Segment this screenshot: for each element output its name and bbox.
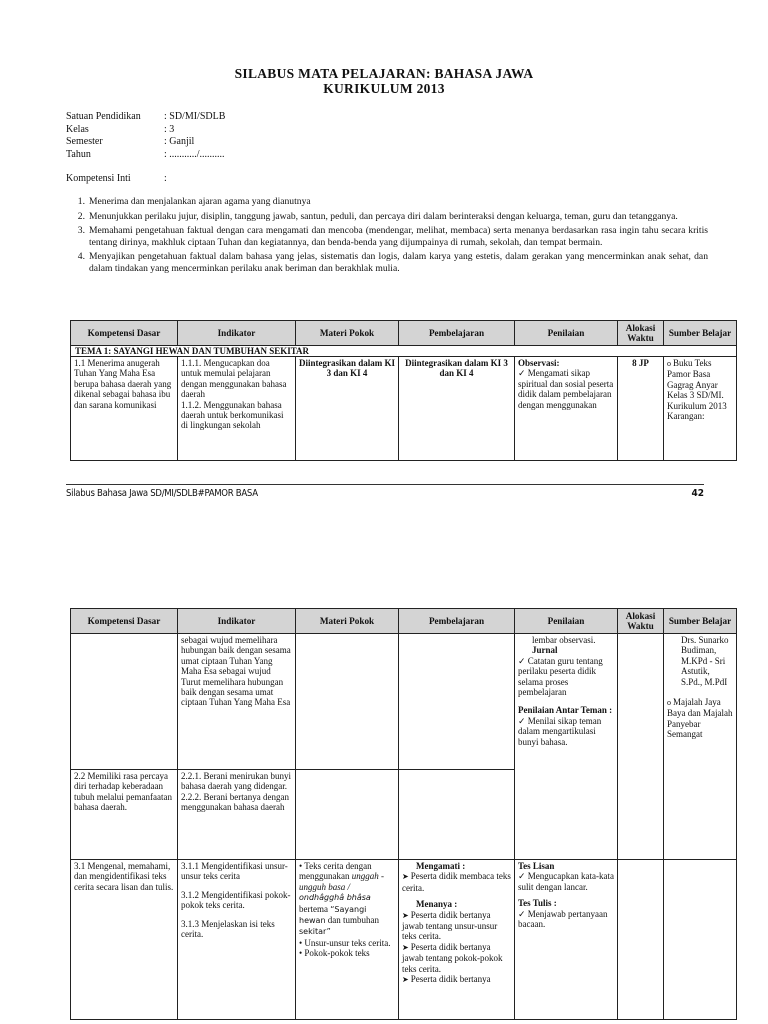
identity-row [66,124,225,137]
sumber-text: Drs. Sunarko Budiman, M.KPd - Sri Astutik, S.Pd., M.PdI [681,635,729,687]
penilaian-text: lembar observasi. [532,635,596,645]
indikator-item: 2.2.1. Berani menirukan bunyi bahasa daerah yang didengar. [181,771,291,792]
tes-lisan-heading: Tes Lisan [518,861,555,871]
tema-row [71,346,737,357]
tema-title: TEMA 1: SAYANGI HEWAN DAN TUMBUHAN SEKITAR [71,346,737,357]
penilaian-cell [515,860,618,1020]
kompetensi-inti-heading [66,173,167,186]
indikator-item: 1.1.2. Menggunakan bahasa daerah untuk berkomunikasi di lingkungan sekolah [181,399,284,431]
ki-colon: : [164,173,167,184]
identity-row [66,136,225,149]
sumber-item: o Majalah Jaya Baya dan Majalah Panyebar Semangat [667,697,733,740]
silabus-table-page1 [70,320,737,461]
tes-lisan-item: ✓ Mengucapkan kata-kata sulit dengan lancar. [518,871,614,892]
header-indikator: Indikator [178,609,296,634]
identity-value: : Ganjil [164,136,195,147]
mengamati-item: ➤ Peserta didik membaca teks cerita. [402,871,511,893]
identity-block [66,111,225,161]
pembelajaran-cell [399,770,515,860]
menanya-item: ➤ Peserta didik bertanya jawab tentang unsur-unsur teks cerita. [402,910,511,942]
pembelajaran-cell: Diintegrasikan dalam KI 3 dan KI 4 [399,357,515,461]
page-footer [66,488,704,499]
page-subtitle: KURIKULUM 2013 [323,81,445,96]
penilaian-cell [515,634,618,860]
penilaian-heading: Observasi: [518,358,560,368]
page-number: 42 [691,488,704,499]
identity-value: : 3 [164,123,175,135]
materi-text: Teks cerita dengan menggunakan [299,861,372,882]
kd-cell: 3.1 Mengenal, memahami, dan mengidentifikasi teks cerita secara lisan dan tulis. [71,860,178,1020]
tes-tulis-item: ✓ Menjawab pertanyaan bacaan. [518,909,614,930]
list-item [66,211,708,223]
header-materi-pokok: Materi Pokok [296,321,399,346]
materi-text: ondhâgghâ bhâsa [299,893,371,903]
menanya-item: ➤ Peserta didik bertanya jawab tentang pokok-pokok teks cerita. [402,942,511,974]
indikator-cell: sebagai wujud memelihara hubungan baik dengan sesama umat ciptaan Tuhan Yang Maha Esa sebagai wujud Turut memelihara hubungan baik dengan sesama umat ciptaan Tuhan Yang Maha Esa [178,634,296,770]
list-text: Menyajikan pengetahuan faktual dalam bahasa yang jelas, sistematis dan logis, dalam karya yang estetis, dalam gerakan yang mencerminkan anak sehat, dan dalam tindakan yang mencerminkan perilaku anak beriman dan berakhlak mulia. [89,251,708,274]
footer-rule [66,484,704,485]
silabus-table-page2 [70,608,737,1020]
identity-row [66,149,225,162]
sumber-cell [664,860,737,1020]
list-number: 4. [77,251,85,262]
kd-cell [71,634,178,770]
header-penilaian: Penilaian [515,609,618,634]
table-header-row [71,321,737,346]
list-item [66,251,708,274]
list-item [66,196,708,208]
alokasi-cell [618,860,664,1020]
identity-key: Tahun [66,148,91,160]
list-text: Memahami pengetahuan faktual dengan cara mengamati dan mencoba (mendengar, melihat, membaca) serta menanya berdasarkan rasa ingin tahu secara kritis tentang dirinya, makhluk ciptaan Tuhan dan kegiatannya, dan benda-benda yang dijumpainya di rumah, sekolah, dan tempat bermain. [89,225,708,248]
identity-key: Satuan Pendidikan [66,111,141,122]
ki-label: Kompetensi Inti [66,173,131,184]
identity-key: Kelas [66,123,89,135]
materi-text: dan tumbuhan [327,915,380,926]
pembelajaran-cell [399,634,515,770]
indikator-cell [178,770,296,860]
header-indikator: Indikator [178,321,296,346]
footer-label: Silabus Bahasa Jawa SD/MI/SDLB#PAMOR BASA [66,488,258,499]
indikator-cell [178,860,296,1020]
header-materi-pokok: Materi Pokok [296,609,399,634]
table-row [71,860,737,1020]
penilaian-item: ✓ Mengamati sikap spiritual dan sosial peserta didik dalam pembelajaran dengan menggunakan [518,368,614,410]
table-row [71,634,737,770]
list-number: 3. [77,225,85,236]
identity-key: Semester [66,136,103,147]
header-sumber-belajar: Sumber Belajar [664,321,737,346]
materi-cell [296,860,399,1020]
jurnal-heading: Jurnal [532,645,558,656]
header-pembelajaran: Pembelajaran [399,609,515,634]
kd-cell: 1.1 Menerima anugerah Tuhan Yang Maha Esa berupa bahasa daerah yang dikenal sebagai bahasa ibu dan sarana komunikasi [71,357,178,461]
jurnal-item: ✓ Catatan guru tentang perilaku peserta didik selama proses pembelajaran [518,656,614,698]
sumber-cell: o Buku Teks Pamor Basa Gagrag Anyar Kelas 3 SD/MI. Kurikulum 2013 Karangan: [664,357,737,461]
materi-text: unggah - ungguh basa / [299,871,384,892]
materi-text: “Sayangi hewan [299,904,367,926]
header-alokasi-waktu: Alokasi Waktu [618,609,664,634]
sumber-cell [664,634,737,860]
page-title: SILABUS MATA PELAJARAN: BAHASA JAWA [234,66,534,81]
materi-text: sekitar” [299,927,331,937]
indikator-item: 2.2.2. Berani bertanya dengan menggunakan bahasa daerah [181,791,289,813]
list-text: Menunjukkan perilaku jujur, disiplin, tanggung jawab, santun, peduli, dan percaya diri dalam berinteraksi dengan keluarga, teman, guru dan tetangganya. [89,210,678,222]
identity-value: : SD/MI/SDLB [164,111,226,122]
alokasi-cell: 8 JP [618,357,664,461]
kd-cell: 2.2 Memiliki rasa percaya diri terhadap keberadaan tubuh melalui pemanfaatan bahasa daerah. [71,770,178,860]
pembelajaran-cell [399,860,515,1020]
materi-cell [296,770,399,860]
header-alokasi-waktu: Alokasi Waktu [618,321,664,346]
materi-item: • Unsur-unsur teks cerita. [299,938,395,948]
list-text: Menerima dan menjalankan ajaran agama yang dianutnya [89,196,311,207]
menanya-item: ➤ Peserta didik bertanya [402,974,511,985]
header-penilaian: Penilaian [515,321,618,346]
list-item [66,225,708,248]
menanya-heading: Menanya : [416,899,458,910]
penilaian-cell [515,357,618,461]
indikator-item: 1.1.1. Mengucapkan doa untuk memulai pelajaran dengan menggunakan bahasa daerah [181,358,287,400]
header-kompetensi-dasar: Kompetensi Dasar [71,321,178,346]
materi-item: • Pokok-pokok teks [299,948,395,958]
list-number: 2. [77,210,85,222]
materi-cell: Diintegrasikan dalam KI 3 dan KI 4 [296,357,399,461]
table-row [71,357,737,461]
identity-row [66,111,225,124]
indikator-item: 3.1.3 Menjelaskan isi teks cerita. [181,918,275,940]
antar-teman-item: ✓ Menilai sikap teman dalam mengartikulasi bunyi bahasa. [518,716,614,747]
indikator-item: 3.1.1 Mengidentifikasi unsur-unsur teks cerita [181,861,288,882]
indikator-cell [178,357,296,461]
alokasi-cell [618,634,664,860]
indikator-item: 3.1.2 Mengidentifikasi pokok-pokok teks cerita. [181,889,291,911]
materi-item [299,861,395,938]
table-header-row [71,609,737,634]
header-kompetensi-dasar: Kompetensi Dasar [71,609,178,634]
mengamati-heading: Mengamati : [416,861,466,871]
header-pembelajaran: Pembelajaran [399,321,515,346]
identity-value: : .........../.......... [164,148,225,160]
materi-cell [296,634,399,770]
antar-teman-heading: Penilaian Antar Teman : [518,705,613,716]
tes-tulis-heading: Tes Tulis : [518,898,557,909]
list-number: 1. [77,196,85,207]
materi-text: bertema [299,903,328,914]
header-sumber-belajar: Sumber Belajar [664,609,737,634]
kompetensi-inti-list [66,196,708,274]
